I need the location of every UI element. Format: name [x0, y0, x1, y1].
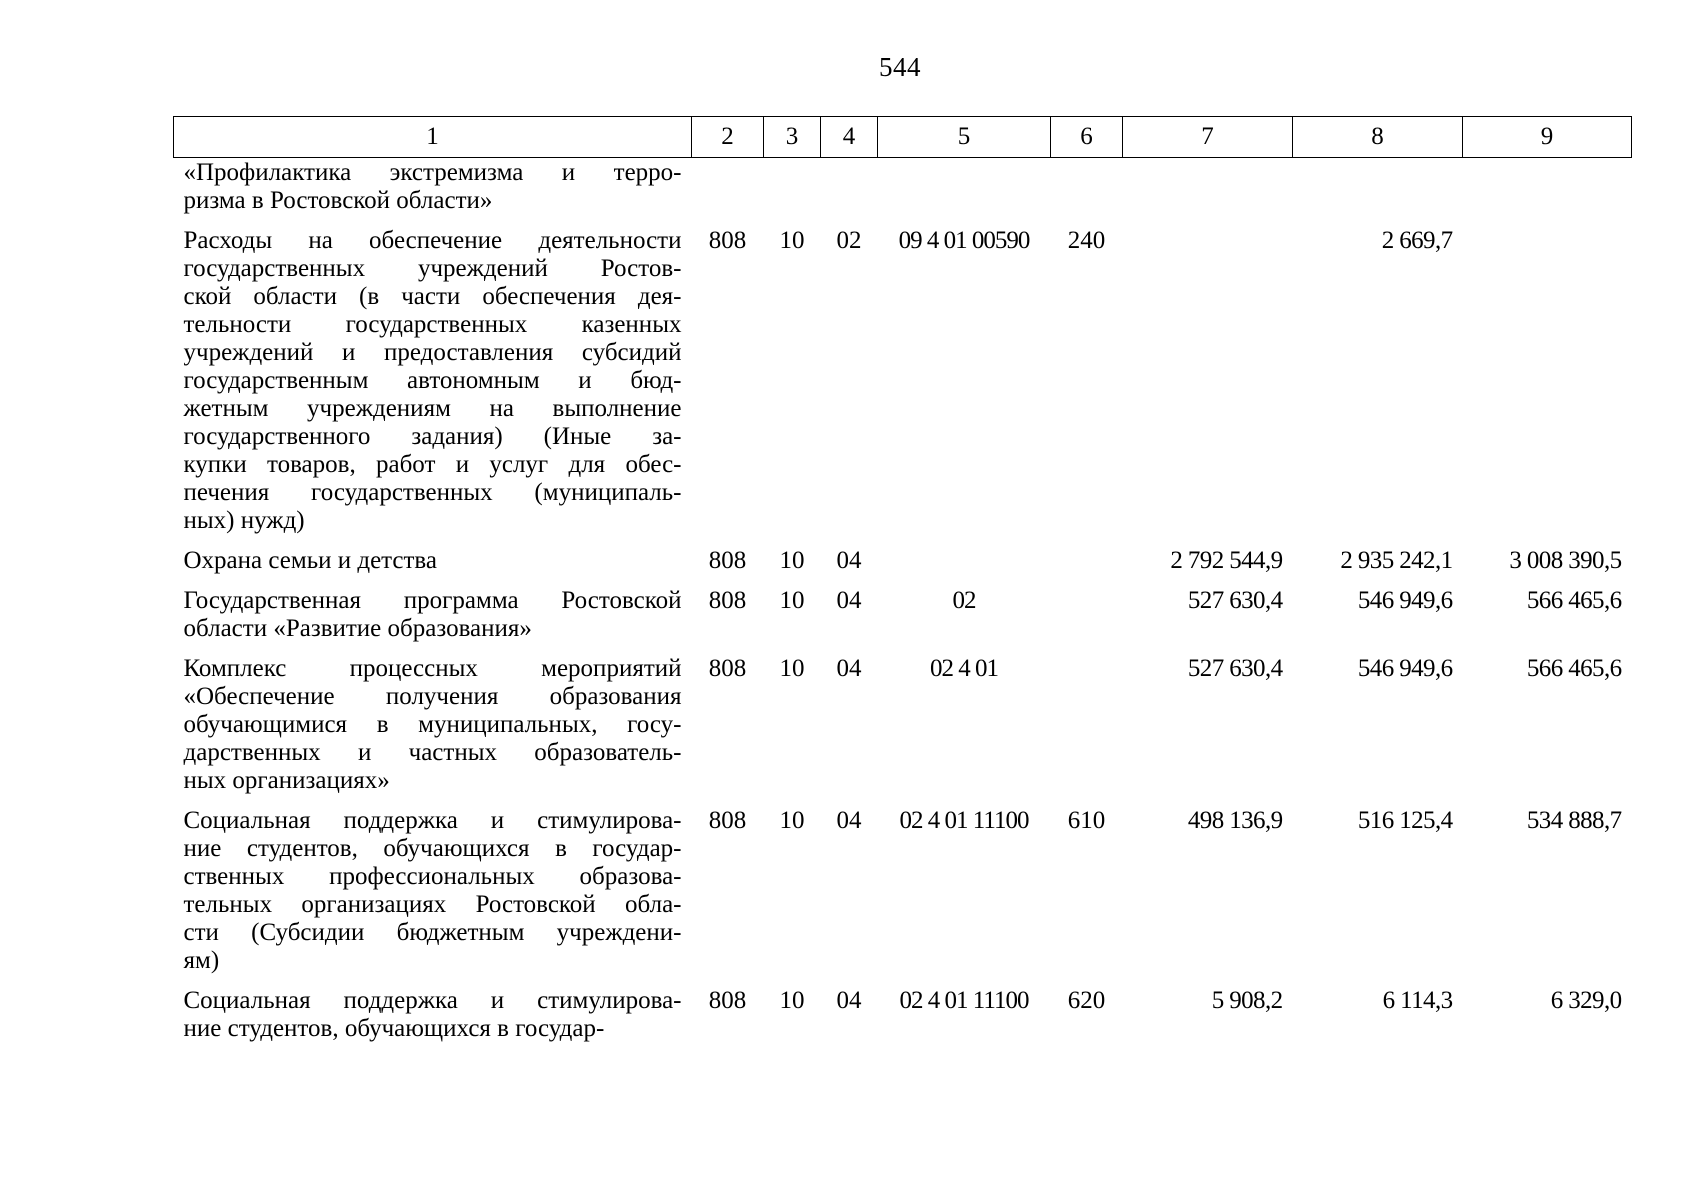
item-name-line: ных) нужд) — [183, 507, 305, 534]
amount-col9-cell — [1463, 158, 1632, 228]
expense-type-cell — [1051, 158, 1123, 228]
expense-type-cell: 240 — [1067, 227, 1106, 254]
table-row — [174, 227, 1632, 547]
subsection-cell: 04 — [836, 547, 862, 574]
amount-col8-cell: 546 949,6 — [1357, 587, 1453, 614]
amount-col8-cell: 546 949,6 — [1357, 655, 1453, 682]
header-cell-5: 5 — [878, 117, 1051, 158]
budget-table — [173, 116, 1632, 1055]
header-cell-1: 1 — [174, 117, 692, 158]
target-article-cell — [878, 547, 1051, 587]
target-article-cell: 02 4 01 11100 — [899, 987, 1029, 1014]
target-article-cell — [878, 158, 1051, 228]
ved-cell — [692, 158, 764, 228]
amount-col8-cell — [1293, 158, 1463, 228]
table-row — [174, 655, 1632, 807]
target-article-cell: 02 — [952, 587, 976, 614]
amount-col7-cell: 5 908,2 — [1211, 987, 1283, 1014]
amount-col7-cell: 498 136,9 — [1187, 807, 1283, 834]
item-name-cell — [174, 158, 692, 228]
item-name-line: «Обеспечение получения образования — [183, 683, 682, 710]
ved-cell: 808 — [708, 807, 747, 834]
item-name-line: государственного задания) (Иные за- — [183, 423, 682, 450]
item-name-line: Охрана семьи и детства — [183, 547, 437, 574]
item-name-line: сти (Субсидии бюджетным учреждени- — [183, 919, 682, 946]
amount-col7-cell: 527 630,4 — [1187, 587, 1283, 614]
amount-col8-cell: 2 669,7 — [1381, 227, 1453, 254]
section-cell: 10 — [779, 807, 805, 834]
section-cell: 10 — [779, 987, 805, 1014]
item-name-cell — [174, 655, 692, 807]
item-name-line: области «Развитие образования» — [183, 615, 532, 642]
item-name-line: государственным автономным и бюд- — [183, 367, 682, 394]
page-number: 544 — [879, 52, 921, 82]
expense-type-cell — [1051, 587, 1123, 655]
table-row — [174, 807, 1632, 987]
item-name-line: ризма в Ростовской области» — [183, 187, 493, 214]
item-name-line: Расходы на обеспечение деятельности — [183, 227, 682, 254]
item-name-line: «Профилактика экстремизма и терро- — [183, 159, 682, 186]
subsection-cell — [821, 158, 878, 228]
amount-col9-cell: 3 008 390,5 — [1509, 547, 1622, 574]
amount-col9-cell: 6 329,0 — [1550, 987, 1622, 1014]
ved-cell: 808 — [708, 987, 747, 1014]
item-name-line: ской области (в части обеспечения дея- — [183, 283, 682, 310]
table-row — [174, 587, 1632, 655]
amount-col8-cell: 6 114,3 — [1382, 987, 1453, 1014]
ved-cell: 808 — [708, 655, 747, 682]
item-name-line: Государственная программа Ростовской — [183, 587, 682, 614]
item-name-line: учреждений и предоставления субсидий — [183, 339, 682, 366]
item-name-line: Социальная поддержка и стимулирова- — [183, 807, 682, 834]
table-row — [174, 987, 1632, 1055]
header-cell-2: 2 — [692, 117, 764, 158]
target-article-cell: 02 4 01 11100 — [899, 807, 1029, 834]
item-name-line: ных организациях» — [183, 767, 390, 794]
section-cell: 10 — [779, 655, 805, 682]
section-cell: 10 — [779, 547, 805, 574]
header-row — [174, 117, 1632, 158]
amount-col8-cell: 516 125,4 — [1357, 807, 1453, 834]
amount-col9-cell: 534 888,7 — [1526, 807, 1622, 834]
subsection-cell: 04 — [836, 655, 862, 682]
amount-col9-cell: 566 465,6 — [1526, 655, 1622, 682]
amount-col9-cell: 566 465,6 — [1526, 587, 1622, 614]
item-name-cell — [174, 987, 692, 1055]
header-cell-8: 8 — [1293, 117, 1463, 158]
item-name-line: Комплекс процессных мероприятий — [183, 655, 682, 682]
item-name-line: жетным учреждениям на выполнение — [183, 395, 682, 422]
amount-col7-cell — [1123, 158, 1293, 228]
subsection-cell: 04 — [836, 987, 862, 1014]
item-name-line: ственных профессиональных образова- — [183, 863, 682, 890]
item-name-line: ние студентов, обучающихся в государ- — [183, 1015, 605, 1042]
item-name-cell — [174, 587, 692, 655]
item-name-cell — [174, 227, 692, 547]
expense-type-cell — [1051, 655, 1123, 807]
section-cell: 10 — [779, 227, 805, 254]
section-cell — [764, 158, 821, 228]
header-cell-3: 3 — [764, 117, 821, 158]
expense-type-cell: 610 — [1067, 807, 1106, 834]
table-body — [174, 158, 1632, 1056]
table-row — [174, 158, 1632, 228]
expense-type-cell: 620 — [1067, 987, 1106, 1014]
subsection-cell: 04 — [836, 587, 862, 614]
item-name-line: тельных организациях Ростовской обла- — [183, 891, 682, 918]
item-name-line: ям) — [183, 947, 220, 974]
item-name-cell — [174, 807, 692, 987]
item-name-line: печения государственных (муниципаль- — [183, 479, 682, 506]
amount-col7-cell — [1123, 227, 1293, 547]
amount-col9-cell — [1463, 227, 1632, 547]
target-article-cell: 09 4 01 00590 — [898, 227, 1030, 254]
amount-col7-cell: 2 792 544,9 — [1170, 547, 1283, 574]
ved-cell: 808 — [708, 547, 747, 574]
target-article-cell: 02 4 01 — [930, 655, 998, 682]
ved-cell: 808 — [708, 227, 747, 254]
item-name-line: купки товаров, работ и услуг для обес- — [183, 451, 682, 478]
item-name-line: дарственных и частных образователь- — [183, 739, 682, 766]
header-cell-7: 7 — [1123, 117, 1293, 158]
item-name-line: Социальная поддержка и стимулирова- — [183, 987, 682, 1014]
ved-cell: 808 — [708, 587, 747, 614]
expense-type-cell — [1051, 547, 1123, 587]
item-name-cell — [174, 547, 692, 587]
item-name-line: обучающимися в муниципальных, госу- — [183, 711, 682, 738]
item-name-line: ние студентов, обучающихся в государ- — [183, 835, 682, 862]
header-cell-4: 4 — [821, 117, 878, 158]
item-name-line: тельности государственных казенных — [183, 311, 682, 338]
subsection-cell: 04 — [836, 807, 862, 834]
subsection-cell: 02 — [836, 227, 862, 254]
header-cell-6: 6 — [1051, 117, 1123, 158]
amount-col7-cell: 527 630,4 — [1187, 655, 1283, 682]
amount-col8-cell: 2 935 242,1 — [1340, 547, 1453, 574]
section-cell: 10 — [779, 587, 805, 614]
header-cell-9: 9 — [1463, 117, 1632, 158]
item-name-line: государственных учреждений Ростов- — [183, 255, 682, 282]
table-header — [174, 117, 1632, 158]
table-row — [174, 547, 1632, 587]
